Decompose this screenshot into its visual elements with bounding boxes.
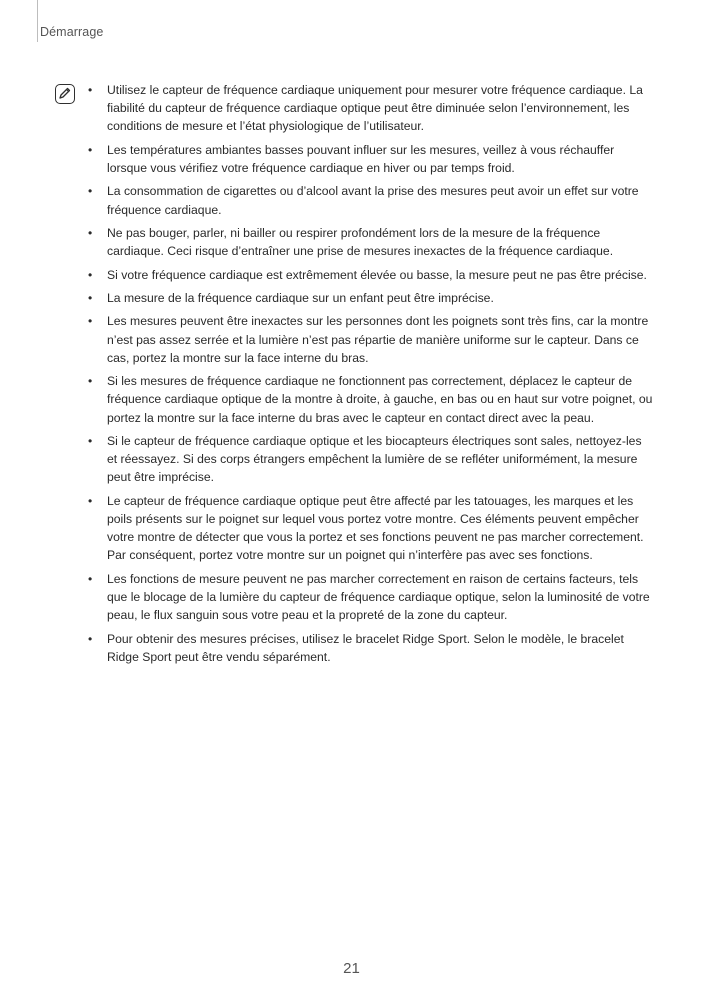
bullet-icon: • bbox=[88, 314, 93, 329]
list-item-text: La mesure de la fréquence cardiaque sur un enfant peut être imprécise. bbox=[107, 290, 494, 305]
list-item bbox=[87, 492, 653, 565]
bullet-icon: • bbox=[88, 290, 93, 305]
list-item-text: Le capteur de fréquence cardiaque optique peut être affecté par les tatouages, les marques et les poils présents sur le poignet sur lequel vous portez votre montre. Ces éléments peuvent empêcher votre montre de détecter que vous la portez et ses fonctions peuvent ne pas marcher correctement. Par conséquent, portez votre montre sur un poignet qui n’interfère pas avec ses fonctions. bbox=[107, 493, 644, 563]
bullet-icon: • bbox=[88, 267, 93, 282]
list-item-text: Si le capteur de fréquence cardiaque optique et les biocapteurs électriques sont sales, nettoyez-les et réessayez. Si des corps étrangers empêchent la lumière de se refléter uniformément, la mesure peut être imprécise. bbox=[107, 433, 642, 485]
list-item bbox=[87, 182, 653, 218]
note-bullet-list bbox=[87, 81, 653, 671]
bullet-icon: • bbox=[88, 83, 93, 97]
section-header: Démarrage bbox=[40, 25, 104, 39]
list-item-text: Si votre fréquence cardiaque est extrêmement élevée ou basse, la mesure peut ne pas être précise. bbox=[107, 267, 647, 282]
list-item-text: Ne pas bouger, parler, ni bailler ou respirer profondément lors de la mesure de la fréquence cardiaque. Ceci risque d’entraîner une prise de mesures inexactes de la fréquence cardiaque. bbox=[107, 225, 614, 259]
bullet-icon: • bbox=[88, 374, 93, 389]
list-item bbox=[87, 570, 653, 625]
bullet-icon: • bbox=[88, 631, 93, 646]
bullet-icon: • bbox=[88, 184, 93, 199]
list-item-text: Pour obtenir des mesures précises, utilisez le bracelet Ridge Sport. Selon le modèle, le bracelet Ridge Sport peut être vendu séparément. bbox=[107, 631, 624, 664]
list-item bbox=[87, 81, 653, 136]
list-item bbox=[87, 372, 653, 427]
list-item-text: La consommation de cigarettes ou d’alcool avant la prise des mesures peut avoir un effet sur votre fréquence cardiaque. bbox=[107, 184, 639, 217]
list-item-text: Les mesures peuvent être inexactes sur les personnes dont les poignets sont très fins, car la montre n’est pas assez serrée et la lumière n’est pas répartie de manière uniforme sur le capteur. Dans ce cas, portez la montre sur la face interne du bras. bbox=[107, 314, 649, 365]
list-item bbox=[87, 289, 653, 307]
list-item bbox=[87, 432, 653, 487]
list-item bbox=[87, 312, 653, 367]
list-item bbox=[87, 266, 653, 284]
bullet-icon: • bbox=[88, 225, 93, 240]
list-item-text: Les températures ambiantes basses pouvant influer sur les mesures, veillez à vous réchauffer lorsque vous vérifiez votre fréquence cardiaque en hiver ou par temps froid. bbox=[107, 142, 615, 175]
bullet-icon: • bbox=[88, 571, 93, 586]
bullet-icon: • bbox=[88, 493, 93, 508]
bullet-icon: • bbox=[88, 142, 93, 157]
page-number: 21 bbox=[343, 960, 360, 977]
bullet-icon: • bbox=[88, 433, 93, 448]
list-item bbox=[87, 224, 653, 260]
list-item bbox=[87, 141, 653, 177]
list-item-text: Si les mesures de fréquence cardiaque ne fonctionnent pas correctement, déplacez le capteur de fréquence cardiaque optique de la montre à droite, à gauche, en bas ou en haut sur votre poignet, ou portez la montre sur la face interne du bras avec le capteur en contact direct avec la peau. bbox=[107, 374, 653, 425]
list-item-text: Utilisez le capteur de fréquence cardiaque uniquement pour mesurer votre fréquence cardiaque. La fiabilité du capteur de fréquence cardiaque optique peut être diminuée selon l’environnement, les conditions de mesure et l’état physiologique de l’utilisateur. bbox=[107, 83, 643, 134]
note-pencil-icon bbox=[55, 84, 75, 104]
list-item-text: Les fonctions de mesure peuvent ne pas marcher correctement en raison de certains facteurs, tels que le blocage de la lumière du capteur de fréquence cardiaque optique, selon la luminosité de votre peau, le flux sanguin sous votre peau et la propreté de la zone du capteur. bbox=[107, 571, 650, 623]
header-rule bbox=[37, 0, 38, 42]
list-item bbox=[87, 630, 653, 666]
